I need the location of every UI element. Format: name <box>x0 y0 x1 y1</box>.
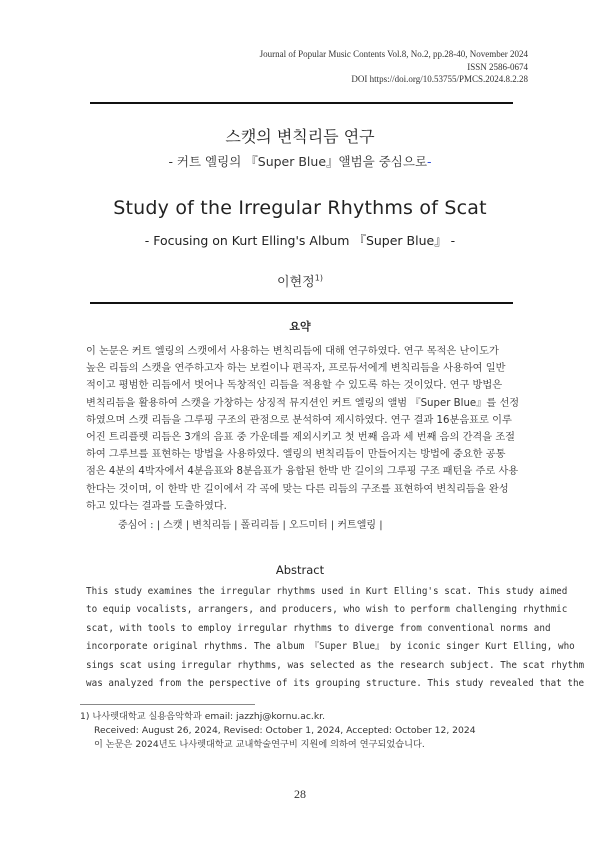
english-title: Study of the Irregular Rhythms of Scat <box>113 197 487 219</box>
author <box>0 271 600 290</box>
korean-abstract-line: 높은 리듬의 스캣을 연주하고자 하는 보컬이나 편곡자, 프로듀서에게 변칙리듬을 사용하여 일반 <box>86 363 506 375</box>
footnote-affiliation: 1) 나사렛대학교 실용음악학과 email: jazzhj@kornu.ac.kr. <box>80 711 326 722</box>
doi: DOI https://doi.org/10.53755/PMCS.2024.8.2.28 <box>351 74 528 84</box>
issn: ISSN 2586-0674 <box>467 61 528 72</box>
korean-abstract-line: 어진 트리플렛 리듬은 3개의 음표 중 가운데를 제외시키고 첫 번째 음과 세 번째 음의 간격을 조절 <box>86 432 516 444</box>
korean-abstract-line: 하고 있다는 결과를 도출하였다. <box>86 500 227 512</box>
title-rule <box>90 102 513 104</box>
english-abstract-line: incorporate original rhythms. The album 『Super Blue』 by iconic singer Kurt Elling, who <box>86 641 575 653</box>
korean-subtitle <box>0 152 600 170</box>
english-abstract-line: was analyzed from the perspective of its grouping structure. This study revealed that the <box>86 678 585 690</box>
korean-abstract-line: 이 논문은 커트 엘링의 스캣에서 사용하는 변칙리듬에 대해 연구하였다. 연구 목적은 난이도가 <box>86 346 499 357</box>
footnote-rule <box>80 704 255 705</box>
abstract-rule <box>90 302 513 304</box>
korean-abstract-line: 하였으며 스캣 리듬을 그루핑 구조의 관점으로 분석하여 제시하였다. 연구 결과 16분음표로 이루 <box>86 414 512 426</box>
korean-abstract-heading: 요약 <box>289 320 311 333</box>
english-abstract-body <box>86 583 585 693</box>
english-abstract-line: This study examines the irregular rhythms used in Kurt Elling's scat. This study aimed <box>86 586 568 597</box>
english-abstract-line: sings scat using irregular rhythms, was selected as the research subject. The scat rhythm <box>86 659 585 671</box>
korean-subtitle-dash: - <box>427 154 432 169</box>
english-abstract-heading: Abstract <box>275 563 325 577</box>
footnote <box>80 710 476 753</box>
korean-abstract-line: 변칙리듬을 활용하여 스캣을 가창하는 상징적 뮤지션인 커트 엘링의 앨범 『Super Blue』를 선정 <box>86 397 520 409</box>
korean-abstract-line: 하여 그루브를 표현하는 방법을 사용하였다. 엘링의 변칙리듬이 만들어지는 방법에 중요한 공통 <box>86 449 506 461</box>
keywords: 중심어 : | 스캣 | 변칙리듬 | 폴리리듬 | 오드미터 | 커트엘링 | <box>118 520 383 531</box>
korean-abstract-line: 한다는 것이며, 이 한박 반 길이에서 각 곡에 맞는 다른 리듬의 구조를 표현하여 변칙리듬을 완성 <box>86 483 509 495</box>
author-footnote-mark: 1) <box>314 273 323 283</box>
korean-abstract-body <box>86 343 520 515</box>
english-abstract-line: scat, with tools to employ irregular rhythms to diverge from conventional norms and <box>86 622 551 634</box>
korean-abstract-line: 적이고 평범한 리듬에서 벗어나 독창적인 리듬을 적용할 수 있도록 하는 것이었다. 연구 방법은 <box>86 380 503 392</box>
footnote-funding: 이 논문은 2024년도 나사렛대학교 교내학술연구비 지원에 의하여 연구되었습니다. <box>94 739 425 751</box>
english-subtitle: - Focusing on Kurt Elling's Album 『Super Blue』 - <box>144 233 456 248</box>
author-name: 이현정 <box>277 275 315 290</box>
korean-abstract-line: 점은 4분의 4박자에서 4분음표와 8분음표가 융합된 한박 반 길이의 그루핑 구조 패턴을 주로 사용 <box>86 466 519 478</box>
journal-citation: Journal of Popular Music Contents Vol.8, No.2, pp.28-40, November 2024 <box>259 49 528 59</box>
footnote-dates: Received: August 26, 2024, Revised: October 1, 2024, Accepted: October 12, 2024 <box>94 725 476 737</box>
korean-title: 스캣의 변칙리듬 연구 <box>225 127 375 146</box>
journal-header <box>260 48 528 86</box>
english-abstract-line: to equip vocalists, arrangers, and producers, who wish to perform challenging rhythmic <box>86 604 568 616</box>
page-number: 28 <box>294 787 306 801</box>
korean-subtitle-text: - 커트 엘링의 『Super Blue』앨범을 중심으로 <box>168 154 428 169</box>
